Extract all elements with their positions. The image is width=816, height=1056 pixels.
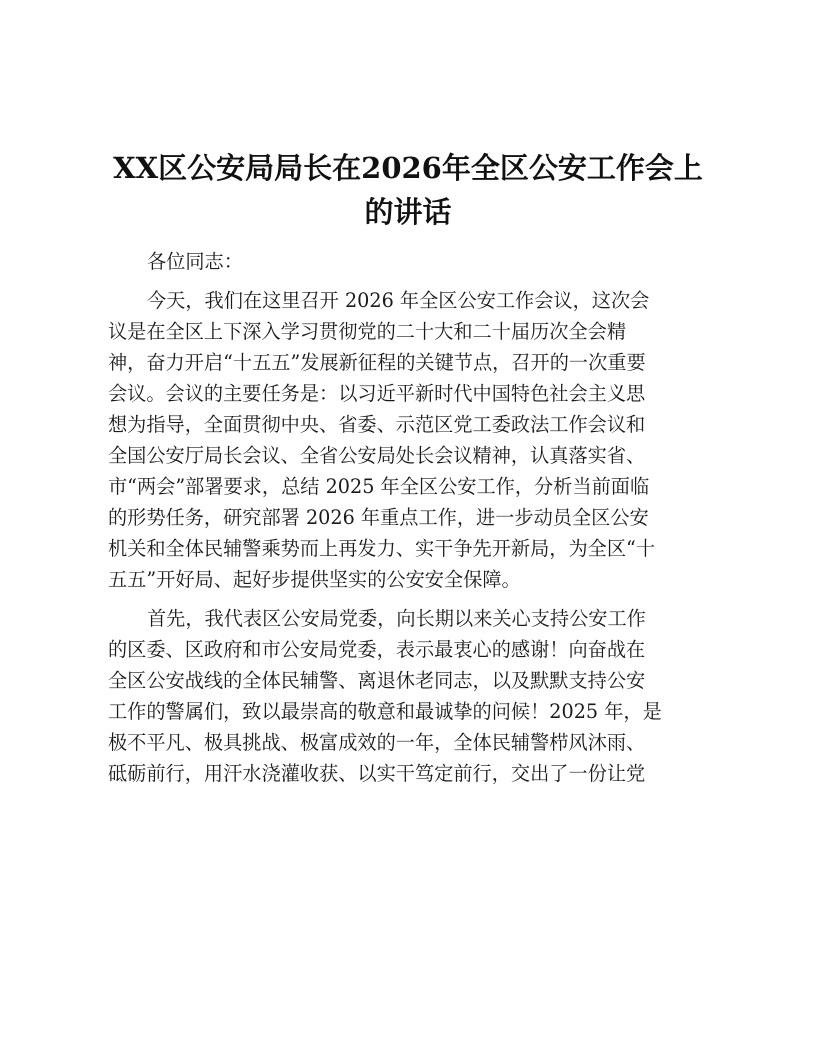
paragraph-1-line: 机关和全体民辅警乘势而上再发力、实干争先开新局，为全区“十 (108, 537, 656, 560)
paragraph-1-line: 市“两会”部署要求，总结 2025 年全区公安工作，分析当前面临 (108, 475, 650, 498)
document-title-line-2: 的讲话 (364, 195, 452, 229)
paragraph-2-line: 全区公安战线的全体民辅警、离退休老同志，以及默默支持公安 (108, 669, 646, 692)
paragraph-2-line: 砥砺前行，用汗水浇灌收获、以实干笃定前行，交出了一份让党 (108, 762, 646, 785)
document-title-line-1: XX区公安局局长在2026年全区公安工作会上 (113, 151, 703, 185)
paragraph-1-line: 全国公安厅局长会议、全省公安局处长会议精神，认真落实省、 (108, 444, 646, 467)
paragraph-2-line: 首先，我代表区公安局党委，向长期以来关心支持公安工作 (147, 607, 646, 630)
paragraph-1-line: 想为指导，全面贯彻中央、省委、示范区党工委政法工作会议和 (108, 413, 646, 436)
paragraph-2-line: 工作的警属们，致以最崇高的敬意和最诚挚的问候！2025 年，是 (108, 700, 662, 723)
paragraph-1-line: 神，奋力开启“十五五”发展新征程的关键节点，召开的一次重要 (108, 351, 646, 374)
salutation: 各位同志： (147, 250, 243, 273)
paragraph-1-line: 五五”开好局、起好步提供坚实的公安安全保障。 (108, 568, 521, 591)
paragraph-2-line: 极不平凡、极具挑战、极富成效的一年，全体民辅警栉风沐雨、 (108, 731, 646, 754)
paragraph-1-line: 的形势任务，研究部署 2026 年重点工作，进一步动员全区公安 (108, 506, 649, 529)
paragraph-2-line: 的区委、区政府和市公安局党委，表示最衷心的感谢！向奋战在 (108, 638, 646, 661)
paragraph-1-line: 议是在全区上下深入学习贯彻党的二十大和二十届历次全会精 (108, 320, 627, 343)
paragraph-1-line: 会议。会议的主要任务是：以习近平新时代中国特色社会主义思 (108, 382, 646, 405)
paragraph-1-line: 今天，我们在这里召开 2026 年全区公安工作会议，这次会 (147, 289, 650, 312)
